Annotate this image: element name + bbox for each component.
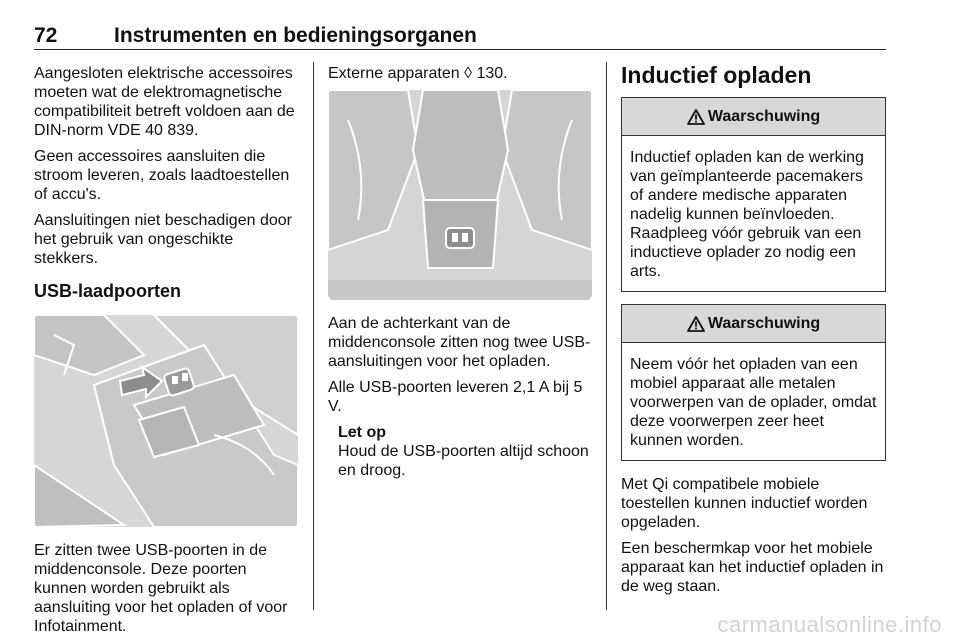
warning-header xyxy=(622,305,885,343)
figure-caption: Er zitten twee USB-poorten in de middenconsole. Deze poorten kunnen worden gebruikt als aansluiting voor het opladen of voor Infotainment. xyxy=(34,542,288,635)
warning-box xyxy=(621,304,886,461)
usb-ports-illustration xyxy=(34,315,298,527)
watermark: carmanualsonline.info xyxy=(717,612,942,637)
section-subheading: USB-laadpoorten xyxy=(34,281,182,301)
column-left xyxy=(34,64,300,642)
paragraph: Geen accessoires aansluiten die stroom leveren, zoals laadtoestellen of accu's. xyxy=(34,148,290,203)
paragraph: Aansluitingen niet beschadigen door het gebruik van ongeschikte stekkers. xyxy=(34,212,292,267)
note-box xyxy=(328,423,592,480)
column-divider xyxy=(313,62,314,610)
warning-text: Inductief opladen kan de werking van geïmplanteerde pacemakers of andere medische apparaten nadelig kunnen beïnvloeden. Raadpleeg vóór gebruik van een inductieve oplader zo nodig een arts. xyxy=(630,149,864,280)
warning-title: Waarschuwing xyxy=(707,108,821,125)
paragraph: Alle USB-poorten leveren 2,1 A bij 5 V. xyxy=(328,379,583,415)
rear-console-illustration xyxy=(328,90,592,300)
column-divider xyxy=(606,62,607,610)
column-right xyxy=(621,64,886,603)
paragraph: Een beschermkap voor het mobiele apparaat kan het inductief opladen in de weg staan. xyxy=(621,540,884,595)
note-title: Let op xyxy=(338,424,386,441)
warning-triangle-icon xyxy=(687,316,705,332)
page-title: Instrumenten en bedieningsorganen xyxy=(114,24,477,47)
warning-box xyxy=(621,97,886,292)
note-text: Houd de USB-poorten altijd schoon en droog. xyxy=(338,443,589,479)
warning-title: Waarschuwing xyxy=(707,315,821,332)
paragraph: Aan de achterkant van de middenconsole zitten nog twee USB-aansluitingen voor het opladen. xyxy=(328,315,591,370)
warning-text: Neem vóór het opladen van een mobiel apparaat alle metalen voorwerpen van de oplader, omdat deze voorwerpen zeer heet kunnen worden. xyxy=(630,356,877,449)
page-header xyxy=(34,14,886,50)
warning-header xyxy=(622,98,885,136)
paragraph: Met Qi compatibele mobiele toestellen kunnen inductief worden opgeladen. xyxy=(621,476,868,531)
paragraph: Aangesloten elektrische accessoires moeten wat de elektromagnetische compatibiliteit betreft voldoen aan de DIN-norm VDE 40 839. xyxy=(34,65,295,139)
page-number: 72 xyxy=(34,24,58,47)
section-heading: Inductief opladen xyxy=(621,62,812,88)
column-middle xyxy=(328,64,592,480)
cross-reference: Externe apparaten ◊ 130. xyxy=(328,65,508,82)
warning-triangle-icon xyxy=(687,109,705,125)
